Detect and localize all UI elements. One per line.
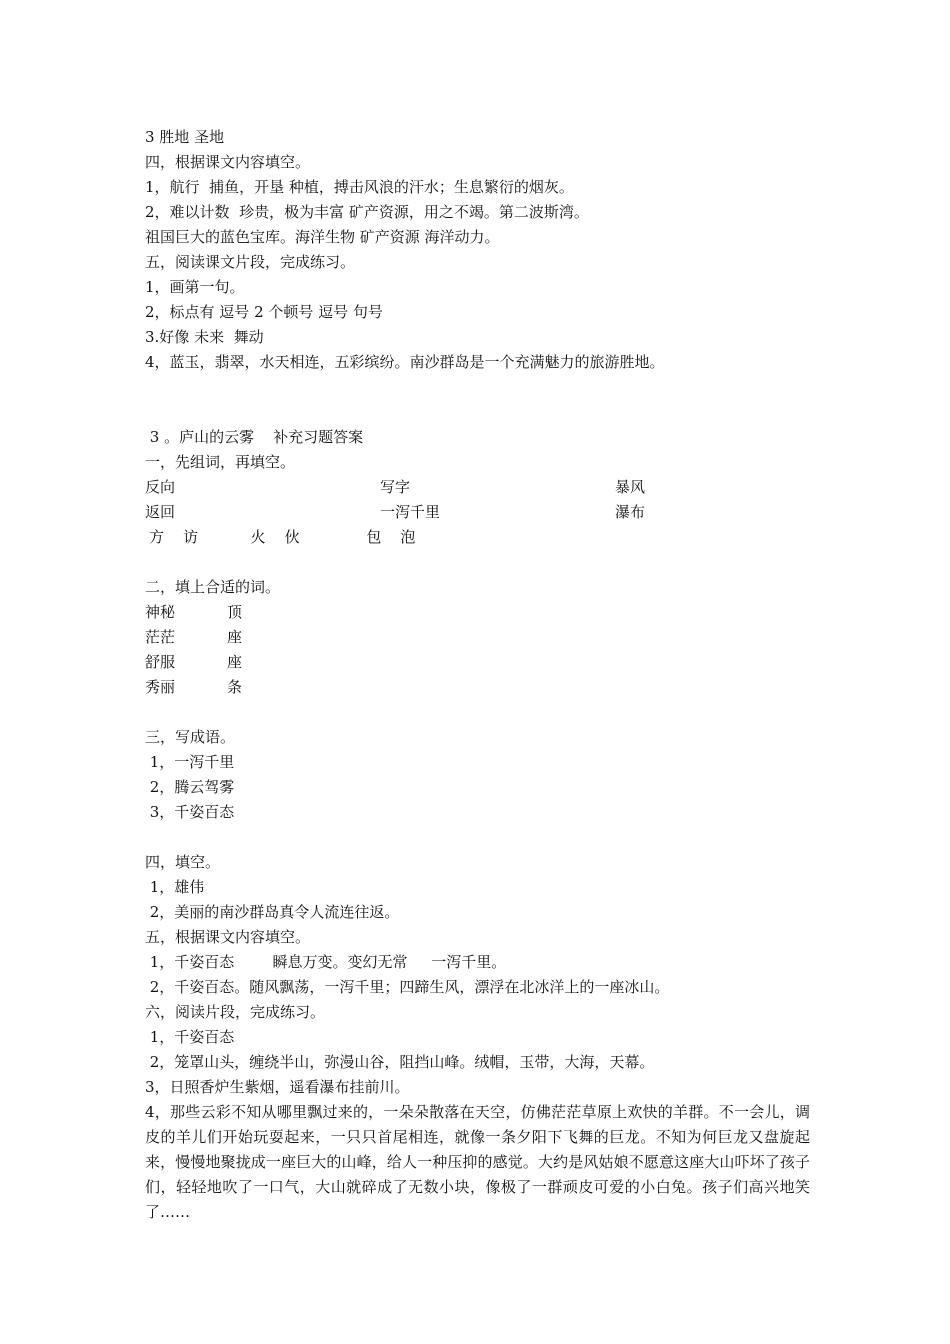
word-cell: 秀丽 [145, 678, 176, 696]
section-heading: 六，阅读片段，完成练习。 [145, 1003, 326, 1021]
document-body [145, 125, 810, 1225]
spacer [145, 550, 810, 575]
text-line: 祖国巨大的蓝色宝库。海洋生物 矿产资源 海洋动力。 [145, 228, 500, 246]
section-heading: 二，填上合适的词。 [145, 578, 281, 596]
spacer [145, 825, 810, 850]
word-cell: 瀑布 [615, 503, 646, 521]
text-line: 1，千姿百态 [145, 1028, 235, 1046]
word-row [145, 500, 810, 525]
word-row [145, 475, 810, 500]
text-line: 2，难以计数 珍贵，极为丰富 矿产资源，用之不竭。第二波斯湾。 [145, 203, 589, 221]
text-line: 1，雄伟 [145, 878, 205, 896]
text-line: 1，一泻千里 [145, 753, 235, 771]
text-line: 1，画第一句。 [145, 278, 245, 296]
text-line: 2，千姿百态。随风飘荡，一泻千里；四蹄生风，漂浮在北冰洋上的一座冰山。 [145, 978, 670, 996]
word-cell: 茫茫 [145, 628, 176, 646]
text-line: 1，千姿百态 瞬息万变。变幻无常 一泻千里。 [145, 953, 507, 971]
section-heading: 一，先组词，再填空。 [145, 453, 296, 471]
answer-paragraph: 4，那些云彩不知从哪里飘过来的，一朵朵散落在天空，仿佛茫茫草原上欢快的羊群。不一会儿，调皮的羊儿们开始玩耍起来，一只只首尾相连，就像一条夕阳下飞舞的巨龙。不知为何巨龙又盘旋起来，慢慢地聚拢成一座巨大的山峰，给人一种压抑的感觉。大约是风姑娘不愿意这座大山吓坏了孩子们，轻轻地吹了一口气，大山就碎成了无数小块，像极了一群顽皮可爱的小白兔。孩子们高兴地笑了…… [145, 1103, 810, 1221]
text-line: 方 访 火 伙 包 泡 [149, 528, 416, 546]
word-cell: 返回 [145, 503, 176, 521]
word-row [145, 600, 810, 625]
lesson-title: 3 。庐山的云雾 补充习题答案 [145, 428, 364, 446]
section-heading: 四，根据课文内容填空。 [145, 153, 311, 171]
section-heading: 五，根据课文内容填空。 [145, 928, 311, 946]
word-row [145, 675, 810, 700]
word-cell: 反向 [145, 478, 176, 496]
text-line: 4，蓝玉，翡翠，水天相连，五彩缤纷。南沙群岛是一个充满魅力的旅游胜地。 [145, 353, 665, 371]
text-line: 1，航行 捕鱼，开垦 种植，搏击风浪的汗水；生息繁衍的烟灰。 [145, 178, 574, 196]
text-line: 3.好像 未来 舞动 [145, 328, 264, 346]
text-line: 3 胜地 圣地 [145, 128, 225, 146]
spacer [145, 375, 810, 425]
word-cell: 暴风 [615, 478, 646, 496]
section-heading: 三，写成语。 [145, 728, 236, 746]
text-line: 2，标点有 逗号 2 个顿号 逗号 句号 [145, 303, 383, 321]
text-line: 3，日照香炉生紫烟，遥看瀑布挂前川。 [145, 1078, 410, 1096]
word-cell: 一泻千里 [380, 503, 441, 521]
text-line: 2，美丽的南沙群岛真令人流连往返。 [145, 903, 400, 921]
word-cell: 写字 [380, 478, 411, 496]
word-row [145, 625, 810, 650]
section-heading: 四，填空。 [145, 853, 221, 871]
spacer [145, 700, 810, 725]
section-heading: 五，阅读课文片段，完成练习。 [145, 253, 356, 271]
word-cell: 顶 [227, 603, 243, 621]
word-cell: 座 [227, 628, 243, 646]
word-row [145, 650, 810, 675]
text-line: 3，千姿百态 [145, 803, 235, 821]
word-cell: 座 [227, 653, 243, 671]
word-cell: 条 [227, 678, 243, 696]
word-cell: 舒服 [145, 653, 176, 671]
text-line: 2，笼罩山头，缠绕半山，弥漫山谷，阻挡山峰。绒帽，玉带，大海，天幕。 [145, 1053, 655, 1071]
text-line: 2，腾云驾雾 [145, 778, 235, 796]
word-cell: 神秘 [145, 603, 176, 621]
